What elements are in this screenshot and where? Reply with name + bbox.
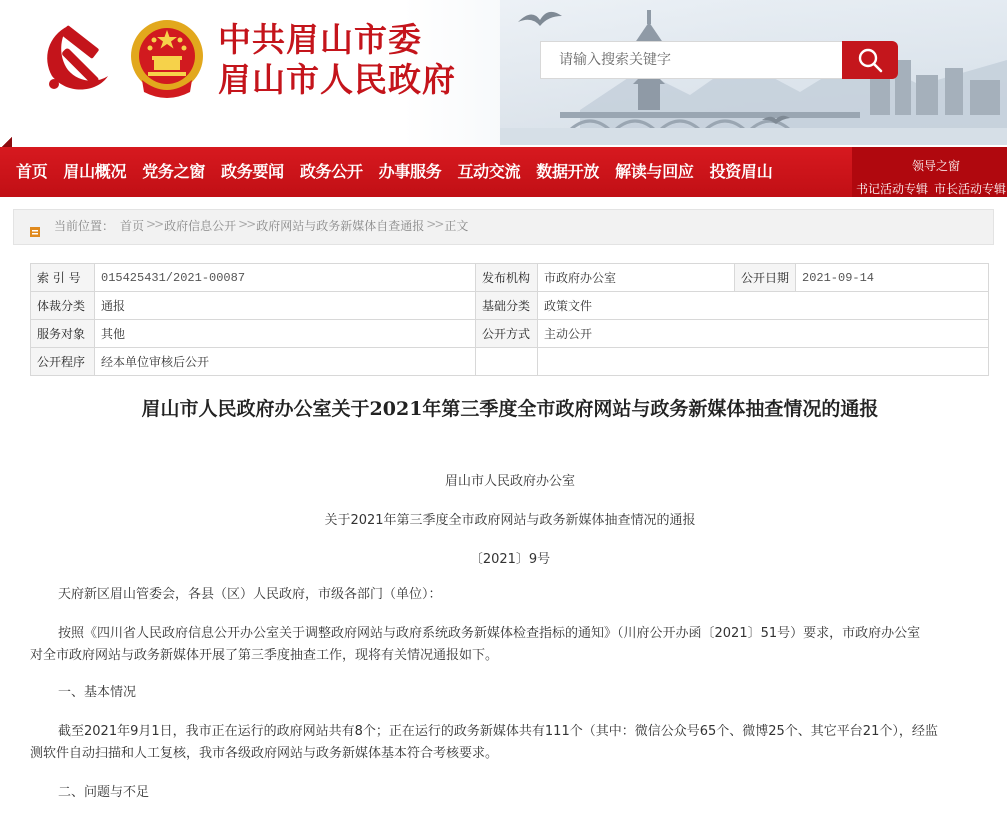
article-paragraph-1 (30, 623, 990, 667)
audience-value: 其他 (95, 320, 476, 348)
genre-value: 通报 (95, 292, 476, 320)
breadcrumb-separator: >> (146, 217, 163, 231)
article-paragraph-2 (30, 721, 990, 765)
mayor-activity-link[interactable]: 市长活动专辑 (934, 182, 1007, 196)
site-title-line1: 中共眉山市委 (218, 20, 422, 59)
site-title-line2: 眉山市人民政府 (218, 60, 456, 99)
nav-item-home[interactable]: 首页 (16, 162, 48, 181)
article-subtitle: 关于2021年第三季度全市政府网站与政务新媒体抽查情况的通报 (324, 513, 696, 528)
article-title: 眉山市人民政府办公室关于2021年第三季度全市政府网站与政务新媒体抽查情况的通报 (141, 398, 879, 420)
table-row (31, 348, 989, 376)
genre-label: 体裁分类 (31, 292, 95, 320)
breadcrumb-current: 正文 (444, 219, 469, 233)
nav-item-open-government[interactable]: 政务公开 (299, 162, 363, 181)
breadcrumb-info-disclosure[interactable]: 政府信息公开 (164, 219, 237, 233)
paragraph-2-line-1: 截至2021年9月1日，我市正在运行的政府网站共有8个；正在运行的政务新媒体共有111个（其中：微信公众号65个、微博25个、其它平台21个），经监 (58, 724, 938, 739)
procedure-value: 经本单位审核后公开 (95, 348, 476, 376)
main-nav (0, 137, 1007, 197)
index-value: 015425431/2021-00087 (95, 264, 476, 292)
paragraph-2-line-2: 测软件自动扫描和人工复核，我市各级政府网站与政务新媒体基本符合考核要求。 (30, 746, 499, 761)
nav-item-news[interactable]: 政务要闻 (221, 162, 284, 181)
nav-item-overview[interactable]: 眉山概况 (63, 162, 127, 181)
nav-item-investment[interactable]: 投资眉山 (709, 162, 773, 181)
nav-list (8, 147, 780, 197)
nav-item-interpretation[interactable]: 解读与回应 (615, 162, 694, 181)
breadcrumb-separator: >> (238, 217, 255, 231)
date-label: 公开日期 (735, 264, 796, 292)
nav-item-services[interactable]: 办事服务 (378, 162, 442, 181)
breadcrumb-separator: >> (426, 217, 443, 231)
search-icon (857, 47, 883, 73)
date-value: 2021-09-14 (796, 264, 989, 292)
nav-item-interaction[interactable]: 互动交流 (457, 162, 521, 181)
paragraph-1-line-2: 对全市政府网站与政务新媒体开展了第三季度抽查工作，现将有关情况通报如下。 (30, 648, 499, 663)
leader-window-panel (852, 147, 1007, 197)
audience-label: 服务对象 (31, 320, 95, 348)
secretary-activity-link[interactable]: 书记活动专辑 (856, 182, 929, 196)
publisher-value: 市政府办公室 (538, 264, 735, 292)
paragraph-1-line-1: 按照《四川省人民政府信息公开办公室关于调整政府网站与政府系统政务新媒体检查指标的通知》（川府公开办函〔2021〕51号）要求，市政府办公室 (58, 626, 921, 641)
site-title-block (218, 20, 456, 100)
method-value: 主动公开 (538, 320, 989, 348)
empty-cell (476, 348, 538, 376)
article-salutation (30, 584, 990, 606)
article-issuer: 眉山市人民政府办公室 (444, 474, 575, 489)
section-1-heading: 一、基本情况 (58, 685, 137, 700)
search-input[interactable]: 请输入搜索关键字 (540, 41, 842, 79)
method-label: 公开方式 (476, 320, 538, 348)
site-header (0, 0, 1007, 145)
basic-category-label: 基础分类 (476, 292, 538, 320)
table-row (31, 264, 989, 292)
table-row (31, 292, 989, 320)
article-section-2 (30, 782, 990, 804)
empty-cell (538, 348, 989, 376)
article-doc-number: 〔2021〕9号 (469, 552, 551, 567)
breadcrumb-self-check[interactable]: 政府网站与政务新媒体自查通报 (256, 219, 425, 233)
breadcrumb-home[interactable]: 首页 (120, 219, 145, 233)
section-2-heading: 二、问题与不足 (58, 785, 150, 800)
hammer-sickle-icon (38, 18, 118, 98)
publisher-label: 发布机构 (476, 264, 538, 292)
basic-category-value: 政策文件 (538, 292, 989, 320)
breadcrumb-label: 当前位置： (54, 219, 115, 233)
national-emblem-icon (128, 16, 206, 100)
article-section-1 (30, 682, 990, 704)
nav-item-open-data[interactable]: 数据开放 (536, 162, 600, 181)
breadcrumb-trail (120, 217, 468, 234)
table-row (31, 320, 989, 348)
location-icon (30, 227, 40, 237)
leader-window-title[interactable]: 领导之窗 (912, 159, 961, 173)
breadcrumb (13, 209, 994, 245)
document-meta-table (30, 263, 989, 376)
leader-links (856, 180, 1006, 197)
procedure-label: 公开程序 (31, 348, 95, 376)
salutation-text: 天府新区眉山管委会，各县（区）人民政府，市级各部门（单位）： (58, 587, 442, 602)
index-label: 索 引 号 (31, 264, 95, 292)
search-button[interactable] (842, 41, 898, 79)
nav-item-party-affairs[interactable]: 党务之窗 (142, 162, 206, 181)
